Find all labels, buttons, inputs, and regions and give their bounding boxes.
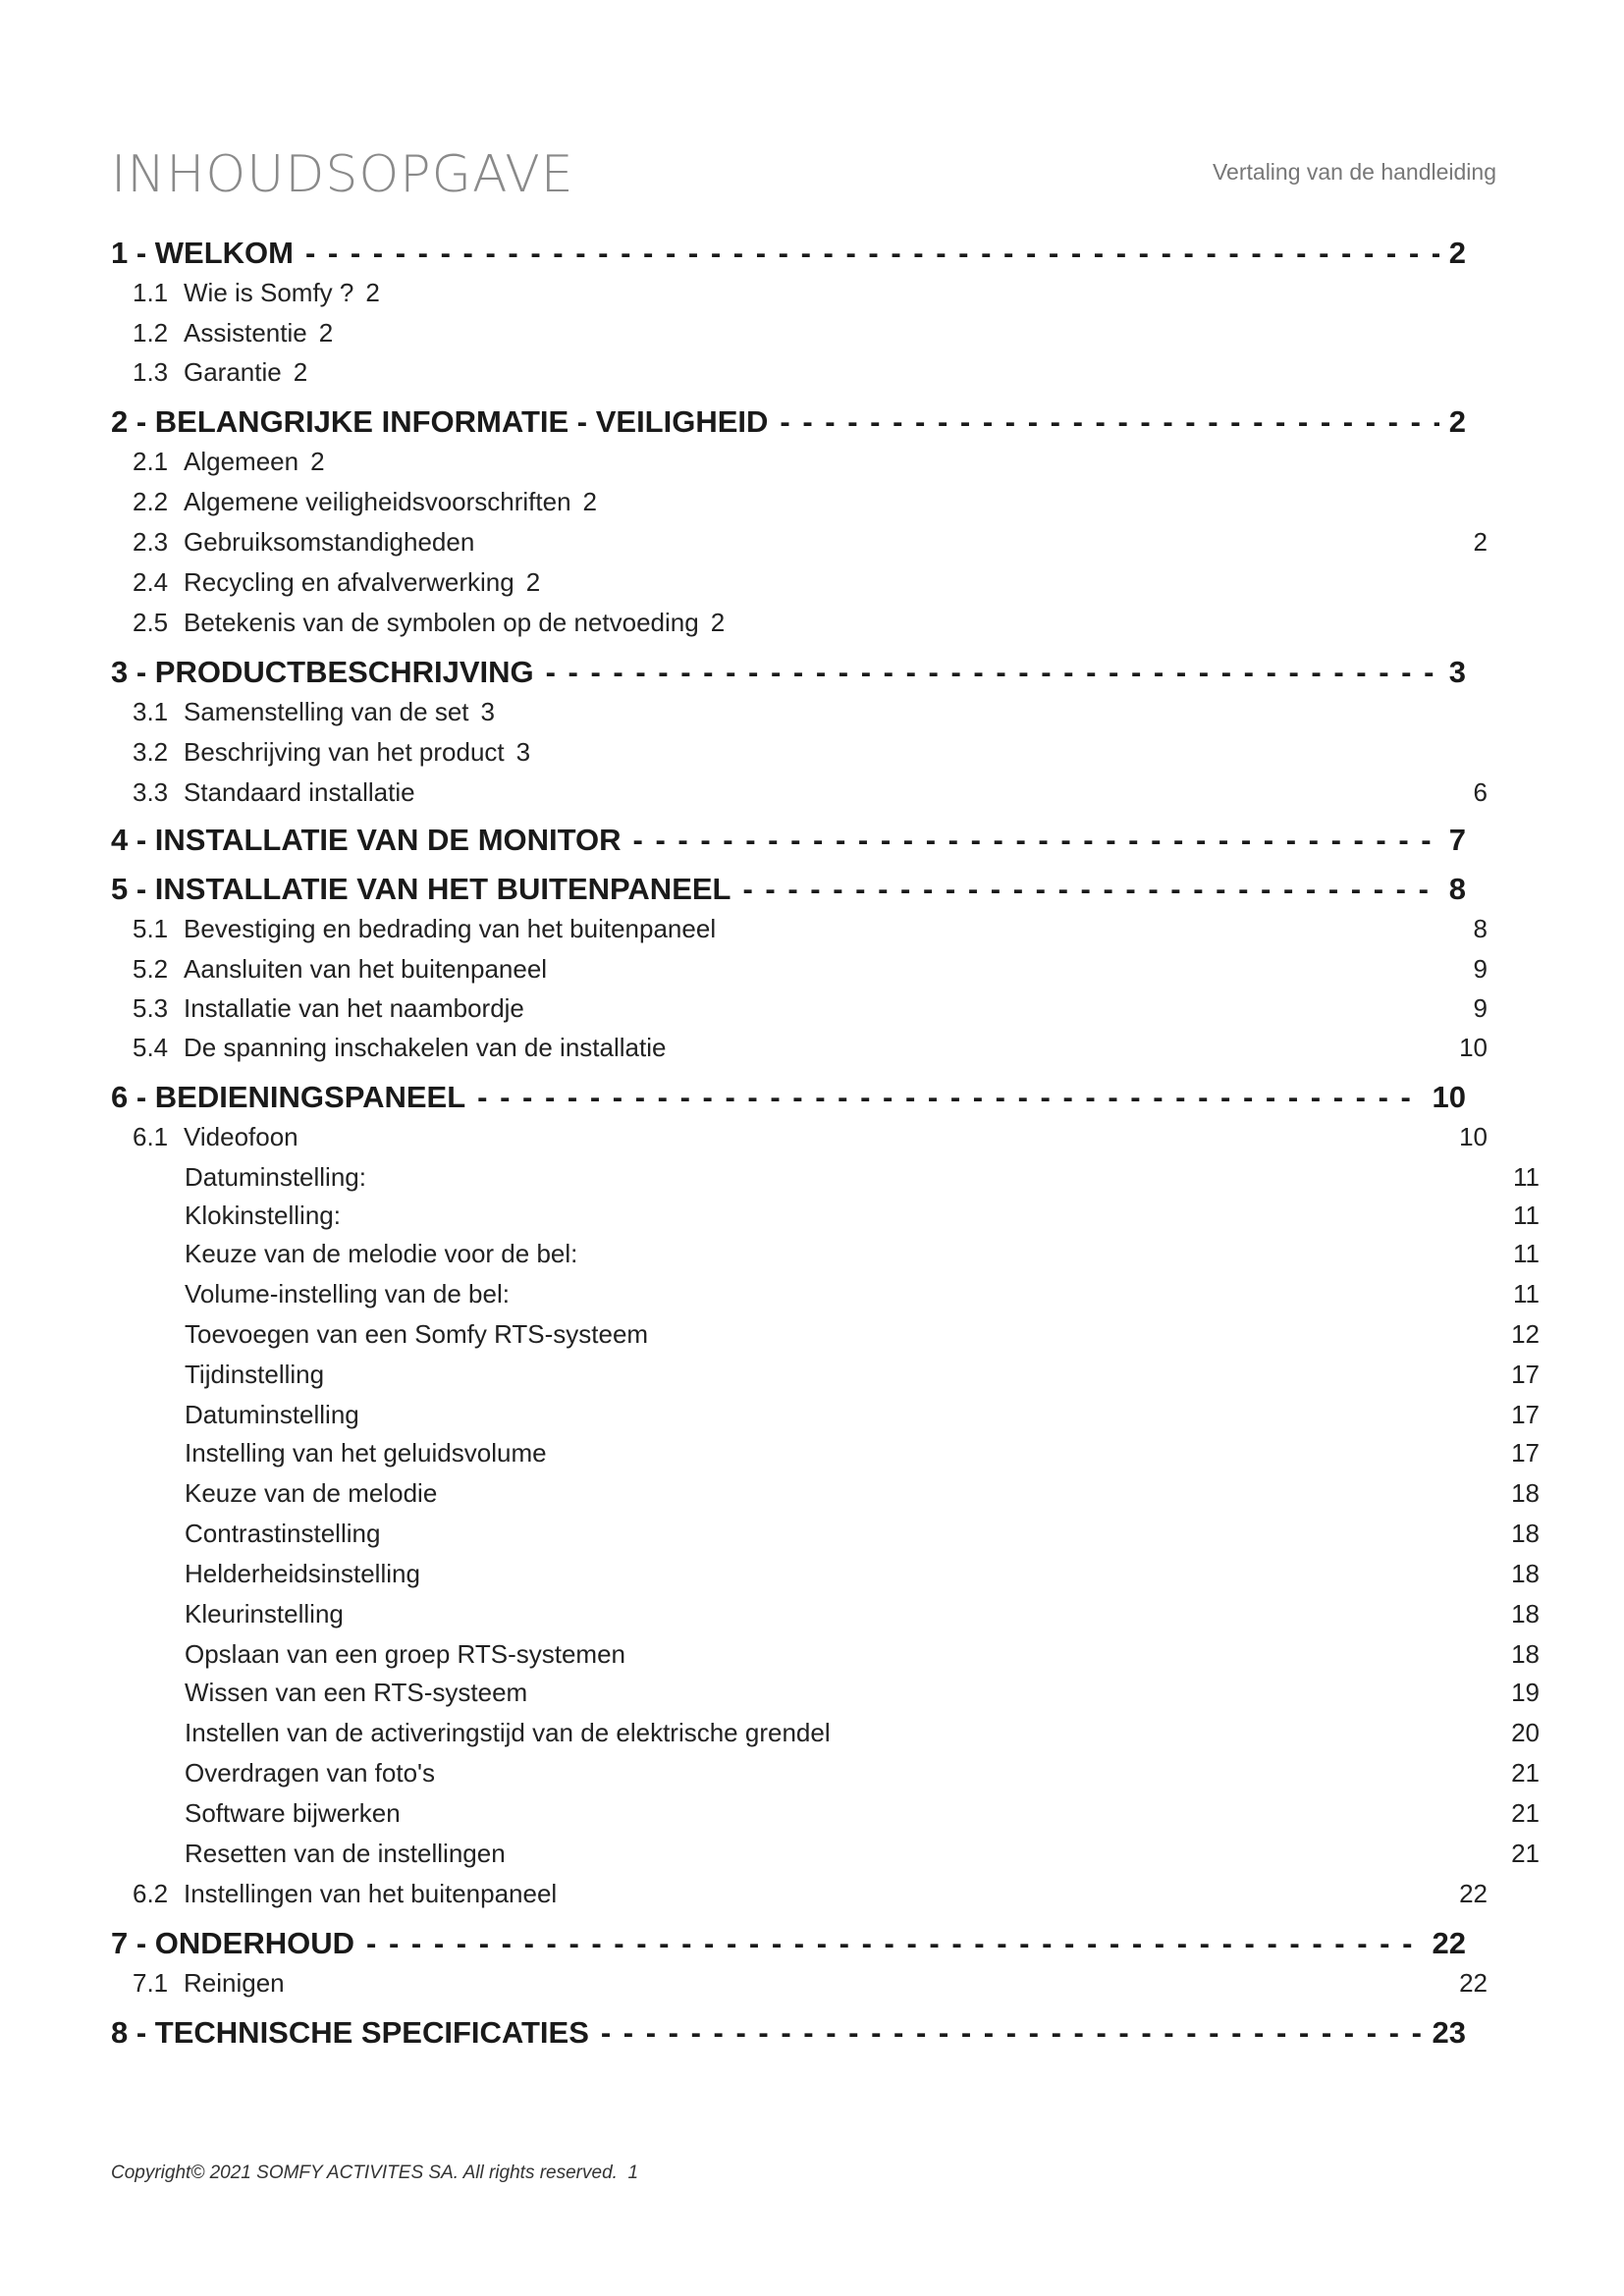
toc-chapter-label: 1 - WELKOM (111, 236, 294, 270)
toc-entry[interactable] (111, 1080, 1466, 1115)
toc-entry[interactable] (111, 1718, 1540, 1748)
toc-entry[interactable] (111, 1279, 1540, 1309)
toc-entry[interactable] (111, 1839, 1540, 1869)
toc-entry[interactable] (111, 357, 1488, 388)
toc-section-label: Bevestiging en bedrading van het buitenpaneel (184, 914, 717, 943)
toc-page-number: 23 (1432, 2015, 1466, 2050)
toc-section-label: Datuminstelling (185, 1400, 359, 1429)
toc-entry[interactable] (111, 1519, 1540, 1549)
toc-entry[interactable] (111, 954, 1488, 985)
page-footer (111, 2163, 638, 2184)
toc-section-number: 2.5 (133, 608, 169, 637)
toc-section-label: Instellen van de activeringstijd van de elektrische grendel (185, 1718, 831, 1747)
toc-section-number: 6.1 (133, 1122, 169, 1151)
toc-dot-leader (601, 2015, 1423, 2051)
toc-entry[interactable] (111, 236, 1466, 271)
toc-entry[interactable] (111, 1559, 1540, 1589)
toc-entry[interactable] (111, 567, 1488, 598)
toc-entry[interactable] (111, 697, 1488, 727)
toc-entry[interactable] (111, 447, 1488, 477)
toc-section-label: Kleurinstelling (185, 1599, 344, 1629)
toc-section-label: Assistentie (184, 318, 307, 347)
toc-chapter-label: 8 - TECHNISCHE SPECIFICATIES (111, 2015, 589, 2050)
toc-dot-leader (780, 404, 1438, 440)
toc-entry[interactable] (111, 1968, 1488, 1999)
toc-page-number: 20 (1511, 1718, 1540, 1747)
toc-entry[interactable] (111, 1162, 1540, 1193)
toc-section-label: Opslaan van een groep RTS-systemen (185, 1639, 625, 1669)
toc-page-number: 10 (1459, 1122, 1488, 1151)
toc-page-number: 9 (1473, 954, 1488, 984)
toc-entry[interactable] (111, 527, 1488, 558)
toc-section-number: 2.1 (133, 447, 169, 476)
copyright-text: Copyright© 2021 SOMFY ACTIVITES SA. All rights reserved. (111, 2163, 618, 2183)
toc-section-label: Keuze van de melodie voor de bel: (185, 1239, 578, 1268)
page-title: INHOUDSOPGAVE (111, 145, 574, 204)
toc-section-number: 2.2 (133, 487, 169, 516)
toc-section-label: Recycling en afvalverwerking (184, 567, 514, 597)
toc-section-number: 3.2 (133, 737, 169, 767)
toc-entry[interactable] (111, 1033, 1488, 1063)
toc-section-label: Resetten van de instellingen (185, 1839, 506, 1868)
toc-dot-leader (633, 823, 1439, 858)
toc-entry[interactable] (111, 993, 1488, 1024)
toc-page-number: 11 (1513, 1162, 1540, 1192)
toc-section-label: Garantie (184, 357, 282, 387)
toc-entry[interactable] (111, 1400, 1540, 1430)
toc-page-number: 18 (1511, 1639, 1540, 1669)
toc-section-label: Reinigen (184, 1968, 285, 1998)
toc-section-number: 2.4 (133, 567, 169, 597)
toc-section-number: 5.4 (133, 1033, 169, 1062)
toc-page-number: 3 (1448, 655, 1466, 689)
toc-entry[interactable] (111, 1798, 1540, 1829)
toc-page-number: 2 (318, 318, 334, 347)
toc-section-label: Volume-instelling van de bel: (185, 1279, 510, 1308)
toc-entry[interactable] (111, 655, 1466, 690)
toc-entry[interactable] (111, 1478, 1540, 1509)
toc-entry[interactable] (111, 914, 1488, 944)
toc-page-number: 8 (1473, 914, 1488, 943)
toc-entry[interactable] (111, 2015, 1466, 2051)
toc-section-label: Instelling van het geluidsvolume (185, 1438, 547, 1468)
toc-section-label: Videofoon (184, 1122, 298, 1151)
toc-section-label: Toevoegen van een Somfy RTS-systeem (185, 1319, 649, 1349)
toc-page-number: 18 (1511, 1599, 1540, 1629)
toc-page-number: 2 (365, 278, 380, 307)
toc-dot-leader (305, 236, 1439, 271)
toc-dot-leader (366, 1926, 1423, 1961)
toc-section-label: Gebruiksomstandigheden (184, 527, 475, 557)
toc-section-label: Betekenis van de symbolen op de netvoeding (184, 608, 699, 637)
toc-dot-leader (477, 1080, 1422, 1115)
toc-page-number: 17 (1511, 1360, 1540, 1389)
toc-entry[interactable] (111, 318, 1488, 348)
toc-section-number: 1.1 (133, 278, 169, 307)
toc-page-number: 22 (1459, 1879, 1488, 1908)
toc-section-label: Contrastinstelling (185, 1519, 381, 1548)
toc-page-number: 18 (1511, 1559, 1540, 1588)
toc-page-number: 22 (1459, 1968, 1488, 1998)
toc-entry[interactable] (111, 278, 1488, 308)
toc-page-number: 7 (1448, 823, 1466, 857)
toc-entry[interactable] (111, 487, 1488, 517)
toc-page-number: 17 (1511, 1400, 1540, 1429)
toc-entry[interactable] (111, 1926, 1466, 1961)
toc-entry[interactable] (111, 404, 1466, 440)
toc-page-number: 8 (1448, 872, 1466, 906)
toc-entry[interactable] (111, 1639, 1540, 1670)
toc-page-number: 9 (1473, 993, 1488, 1023)
toc-section-label: Standaard installatie (184, 777, 415, 807)
toc-page-number: 21 (1511, 1798, 1540, 1828)
toc-page-number: 11 (1513, 1279, 1540, 1308)
toc-section-number: 7.1 (133, 1968, 169, 1998)
toc-page-number: 2 (710, 608, 726, 637)
toc-section-number: 2.3 (133, 527, 169, 557)
toc-page-number: 2 (582, 487, 598, 516)
toc-section-label: Aansluiten van het buitenpaneel (184, 954, 548, 984)
toc-entry[interactable] (111, 1122, 1488, 1152)
toc-entry[interactable] (111, 823, 1466, 858)
toc-page-number: 19 (1511, 1678, 1540, 1707)
toc-page-number: 2 (1448, 236, 1466, 270)
toc-section-number: 1.2 (133, 318, 169, 347)
toc-entry[interactable] (111, 1599, 1540, 1629)
toc-page-number: 10 (1432, 1080, 1466, 1114)
toc-section-label: Installatie van het naambordje (184, 993, 524, 1023)
toc-page-number: 6 (1473, 777, 1488, 807)
toc-chapter-label: 3 - PRODUCTBESCHRIJVING (111, 655, 534, 689)
toc-entry[interactable] (111, 1758, 1540, 1789)
toc-dot-leader (743, 872, 1439, 907)
toc-section-label: Software bijwerken (185, 1798, 401, 1828)
toc-page-number: 17 (1511, 1438, 1540, 1468)
toc-page-number: 11 (1513, 1239, 1540, 1268)
toc-chapter-label: 5 - INSTALLATIE VAN HET BUITENPANEEL (111, 872, 731, 906)
toc-entry[interactable] (111, 872, 1466, 907)
toc-entry[interactable] (111, 777, 1488, 808)
toc-page-number: 3 (515, 737, 531, 767)
toc-chapter-label: 2 - BELANGRIJKE INFORMATIE - VEILIGHEID (111, 404, 769, 439)
toc-chapter-label: 6 - BEDIENINGSPANEEL (111, 1080, 466, 1114)
toc-section-label: Klokinstelling: (185, 1201, 341, 1230)
toc-section-label: Overdragen van foto's (185, 1758, 435, 1788)
toc-page-number: 10 (1459, 1033, 1488, 1062)
toc-entry[interactable] (111, 1678, 1540, 1708)
toc-section-label: Algemene veiligheidsvoorschriften (184, 487, 571, 516)
toc-page-number: 2 (525, 567, 541, 597)
toc-page-number: 21 (1511, 1839, 1540, 1868)
toc-section-label: Samenstelling van de set (184, 697, 469, 726)
toc-page-number: 18 (1511, 1478, 1540, 1508)
toc-section-number: 5.2 (133, 954, 169, 984)
page-subtitle: Vertaling van de handleiding (1212, 159, 1496, 185)
toc-section-label: Wissen van een RTS-systeem (185, 1678, 528, 1707)
toc-entry[interactable] (111, 1201, 1540, 1231)
toc-chapter-label: 7 - ONDERHOUD (111, 1926, 355, 1960)
toc-entry[interactable] (111, 1239, 1540, 1269)
toc-section-label: Instellingen van het buitenpaneel (184, 1879, 558, 1908)
toc-entry[interactable] (111, 1879, 1488, 1909)
toc-section-number: 6.2 (133, 1879, 169, 1908)
toc-section-label: Helderheidsinstelling (185, 1559, 420, 1588)
toc-section-number: 5.3 (133, 993, 169, 1023)
footer-page-number: 1 (627, 2163, 639, 2183)
toc-section-number: 5.1 (133, 914, 169, 943)
toc-section-label: De spanning inschakelen van de installatie (184, 1033, 667, 1062)
toc-page-number: 3 (480, 697, 495, 726)
toc-section-number: 3.1 (133, 697, 169, 726)
toc-page-number: 22 (1432, 1926, 1466, 1960)
toc-section-number: 3.3 (133, 777, 169, 807)
toc-section-label: Wie is Somfy ? (184, 278, 354, 307)
toc-section-label: Algemeen (184, 447, 299, 476)
toc-section-label: Tijdinstelling (185, 1360, 325, 1389)
toc-page-number: 2 (1473, 527, 1488, 557)
toc-section-number: 1.3 (133, 357, 169, 387)
toc-entry[interactable] (111, 1319, 1540, 1350)
toc-section-label: Beschrijving van het product (184, 737, 505, 767)
toc-page-number: 21 (1511, 1758, 1540, 1788)
toc-entry[interactable] (111, 1360, 1540, 1390)
toc-entry[interactable] (111, 1438, 1540, 1468)
toc-page-number: 18 (1511, 1519, 1540, 1548)
toc-entry[interactable] (111, 737, 1488, 768)
toc-page-number: 2 (310, 447, 325, 476)
toc-chapter-label: 4 - INSTALLATIE VAN DE MONITOR (111, 823, 622, 857)
toc-section-label: Datuminstelling: (185, 1162, 366, 1192)
toc-page-number: 2 (293, 357, 308, 387)
toc-page-number: 2 (1448, 404, 1466, 439)
toc-dot-leader (546, 655, 1439, 690)
toc-entry[interactable] (111, 608, 1488, 638)
toc-page-number: 11 (1513, 1201, 1540, 1230)
toc-page-number: 12 (1511, 1319, 1540, 1349)
toc-section-label: Keuze van de melodie (185, 1478, 438, 1508)
